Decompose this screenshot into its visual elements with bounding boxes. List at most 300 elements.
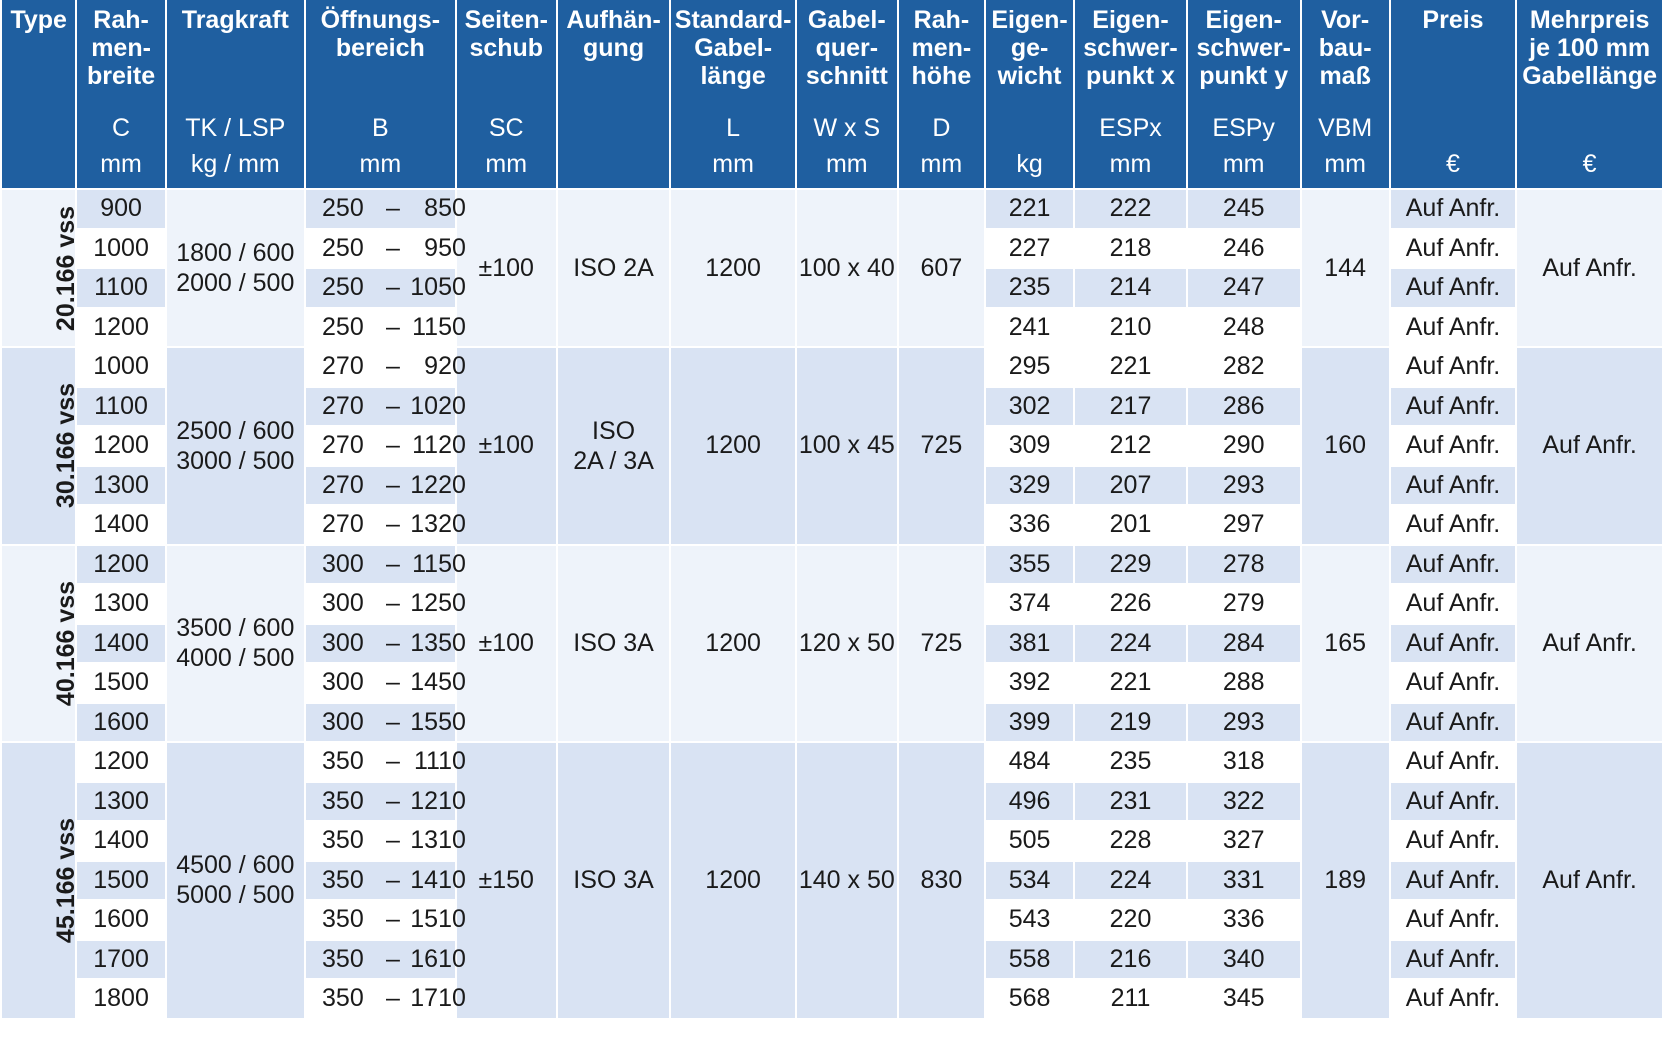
capacity-cell: [166, 742, 305, 1019]
opening-range-cell: [305, 940, 466, 980]
table-row: [1, 742, 1663, 782]
header-unit: [560, 146, 668, 182]
frame-width-cell: 1600: [76, 703, 165, 743]
cog-x-cell: 214: [1074, 268, 1187, 308]
cog-y-cell: 286: [1187, 387, 1301, 427]
surcharge-cell: Auf Anfr.: [1516, 545, 1663, 743]
capacity-value: 5000 / 500: [176, 881, 295, 910]
header-unit: kg / mm: [190, 150, 280, 178]
cog-x-cell: 235: [1074, 742, 1187, 782]
range-from: 270: [322, 470, 364, 499]
fork-section-cell: 100 x 45: [796, 347, 898, 545]
opening-range-cell: [305, 821, 466, 861]
opening-range-cell: [305, 387, 466, 427]
frame-width-cell: 900: [76, 189, 165, 229]
cog-y-cell: 318: [1187, 742, 1301, 782]
table-row: [1, 347, 1663, 387]
capacity-value: 3500 / 600: [176, 614, 295, 643]
header-symbol: [4, 110, 73, 146]
range-to: 1120: [412, 431, 466, 460]
frame-width-cell: 1800: [76, 979, 165, 1019]
cog-x-cell: 226: [1074, 584, 1187, 624]
weight-cell: 336: [985, 505, 1074, 545]
header-symbol: TK / LSP: [185, 114, 286, 142]
range-from: 250: [322, 194, 364, 223]
cog-x-cell: 222: [1074, 189, 1187, 229]
opening-range-cell: [305, 979, 466, 1019]
header-symbol: L: [726, 114, 741, 142]
range-from: 350: [322, 865, 364, 894]
price-cell: Auf Anfr.: [1390, 624, 1516, 664]
header-vbm: [1301, 0, 1390, 189]
cog-x-cell: 210: [1074, 308, 1187, 348]
header-symbol: SC: [488, 114, 524, 142]
header-unit: €: [1582, 150, 1597, 178]
range-to: 1320: [410, 510, 466, 539]
range-dash: –: [385, 984, 400, 1013]
cog-y-cell: 322: [1187, 782, 1301, 822]
cog-y-cell: 293: [1187, 466, 1301, 506]
weight-cell: 568: [985, 979, 1074, 1019]
header-ws: [796, 0, 898, 189]
table-row: [1, 189, 1663, 229]
opening-range-cell: [305, 861, 466, 901]
header-title: Tragkraft: [181, 6, 289, 34]
range-to: 1610: [410, 944, 466, 973]
capacity-value: 1800 / 600: [176, 239, 295, 267]
header-title: Mehrpreis je 100 mm Gabellänge: [1522, 6, 1657, 90]
capacity-cell: [166, 545, 305, 743]
type-name: 40.166 vss: [52, 580, 81, 706]
opening-range-cell: [305, 624, 466, 664]
sideshift-cell: ±100: [456, 347, 557, 545]
range-dash: –: [385, 826, 400, 855]
frame-width-cell: 1500: [76, 663, 165, 703]
weight-cell: 399: [985, 703, 1074, 743]
weight-cell: 374: [985, 584, 1074, 624]
range-dash: –: [385, 391, 400, 420]
fork-section-cell: 140 x 50: [796, 742, 898, 1019]
cog-x-cell: 212: [1074, 426, 1187, 466]
type-name: 30.166 vss: [52, 383, 81, 509]
header-unit: mm: [1222, 150, 1265, 178]
cog-x-cell: 231: [1074, 782, 1187, 822]
type-name: 45.166 vss: [52, 817, 81, 943]
header-unit: mm: [359, 150, 402, 178]
header-unit: mm: [1324, 150, 1366, 178]
opening-range-cell: [305, 584, 466, 624]
frame-width-cell: 1700: [76, 940, 165, 980]
fork-length-cell: 1200: [670, 545, 795, 743]
header-espy: [1187, 0, 1301, 189]
opening-range-cell: [305, 545, 466, 585]
price-cell: Auf Anfr.: [1390, 663, 1516, 703]
range-from: 250: [322, 233, 364, 262]
opening-range-cell: [305, 466, 466, 506]
weight-cell: 534: [985, 861, 1074, 901]
range-from: 270: [322, 431, 364, 460]
overhang-cell: 165: [1301, 545, 1390, 743]
range-from: 350: [322, 984, 364, 1013]
weight-cell: 241: [985, 308, 1074, 348]
capacity-value: 2000 / 500: [176, 269, 295, 297]
mounting-cell: [557, 742, 671, 1019]
capacity-value: 2500 / 600: [176, 416, 295, 445]
range-to: 920: [424, 352, 466, 381]
sideshift-cell: ±100: [456, 189, 557, 347]
opening-range-cell: [305, 703, 466, 743]
cog-x-cell: 224: [1074, 861, 1187, 901]
header-symbol: VBM: [1318, 114, 1373, 142]
range-dash: –: [385, 431, 400, 460]
cog-x-cell: 228: [1074, 821, 1187, 861]
range-dash: –: [385, 747, 400, 776]
mounting-value: ISO 3A: [573, 866, 654, 895]
cog-x-cell: 229: [1074, 545, 1187, 585]
capacity-value: 4500 / 600: [176, 851, 295, 880]
opening-range-cell: [305, 900, 466, 940]
header-tk: [166, 0, 305, 189]
price-cell: Auf Anfr.: [1390, 189, 1516, 229]
range-dash: –: [385, 786, 400, 815]
header-b: [305, 0, 456, 189]
header-l: [670, 0, 795, 189]
price-cell: Auf Anfr.: [1390, 782, 1516, 822]
price-cell: Auf Anfr.: [1390, 308, 1516, 348]
header-title: Rah- men- breite: [87, 6, 156, 90]
price-cell: Auf Anfr.: [1390, 703, 1516, 743]
opening-range-cell: [305, 189, 466, 229]
weight-cell: 295: [985, 347, 1074, 387]
mounting-cell: [557, 189, 671, 347]
fork-length-cell: 1200: [670, 189, 795, 347]
range-to: 1150: [412, 312, 466, 341]
cog-x-cell: 221: [1074, 663, 1187, 703]
surcharge-cell: Auf Anfr.: [1516, 189, 1663, 347]
range-from: 250: [322, 273, 364, 302]
surcharge-cell: Auf Anfr.: [1516, 347, 1663, 545]
cog-y-cell: 345: [1187, 979, 1301, 1019]
frame-width-cell: 1300: [76, 782, 165, 822]
header-unit: mm: [485, 150, 528, 178]
weight-cell: 309: [985, 426, 1074, 466]
overhang-cell: 189: [1301, 742, 1390, 1019]
cog-y-cell: 282: [1187, 347, 1301, 387]
cog-x-cell: 211: [1074, 979, 1187, 1019]
header-title: Öffnungs- bereich: [320, 6, 441, 62]
header-type: [1, 0, 76, 189]
price-cell: Auf Anfr.: [1390, 979, 1516, 1019]
range-to: 1050: [410, 273, 466, 302]
cog-y-cell: 290: [1187, 426, 1301, 466]
header-espx: [1074, 0, 1187, 189]
cog-y-cell: 279: [1187, 584, 1301, 624]
price-cell: Auf Anfr.: [1390, 545, 1516, 585]
table-header: [1, 0, 1663, 189]
cog-x-cell: 218: [1074, 229, 1187, 269]
range-to: 950: [424, 233, 466, 262]
header-c: [76, 0, 165, 189]
weight-cell: 505: [985, 821, 1074, 861]
range-dash: –: [385, 905, 400, 934]
range-from: 350: [322, 747, 364, 776]
range-to: 1220: [410, 470, 466, 499]
cog-y-cell: 247: [1187, 268, 1301, 308]
range-to: 850: [424, 194, 466, 223]
header-row: [1, 0, 1663, 189]
range-to: 1020: [410, 391, 466, 420]
opening-range-cell: [305, 347, 466, 387]
frame-width-cell: 1500: [76, 861, 165, 901]
range-dash: –: [385, 352, 400, 381]
mounting-value: ISO 3A: [573, 629, 654, 658]
weight-cell: 227: [985, 229, 1074, 269]
fork-section-cell: 100 x 40: [796, 189, 898, 347]
type-label: [1, 347, 81, 545]
opening-range-cell: [305, 742, 466, 782]
price-cell: Auf Anfr.: [1390, 387, 1516, 427]
header-symbol: D: [932, 114, 951, 142]
range-from: 350: [322, 826, 364, 855]
cog-x-cell: 207: [1074, 466, 1187, 506]
header-title: Type: [10, 6, 67, 34]
overhang-cell: 144: [1301, 189, 1390, 347]
opening-range-cell: [305, 663, 466, 703]
opening-range-cell: [305, 426, 466, 466]
price-cell: Auf Anfr.: [1390, 940, 1516, 980]
header-unit: mm: [920, 150, 963, 178]
price-cell: Auf Anfr.: [1390, 742, 1516, 782]
weight-cell: 543: [985, 900, 1074, 940]
cog-y-cell: 327: [1187, 821, 1301, 861]
frame-height-cell: 830: [898, 742, 985, 1019]
range-from: 300: [322, 549, 364, 578]
price-cell: Auf Anfr.: [1390, 900, 1516, 940]
header-symbol: [1519, 110, 1660, 146]
frame-width-cell: 1200: [76, 426, 165, 466]
frame-width-cell: 1100: [76, 268, 165, 308]
header-symbol: [1393, 110, 1513, 146]
header-unit: mm: [825, 150, 868, 178]
header-sc: [456, 0, 557, 189]
frame-width-cell: 1200: [76, 545, 165, 585]
header-title: Rah- men- höhe: [911, 6, 972, 90]
cog-y-cell: 284: [1187, 624, 1301, 664]
range-to: 1410: [410, 865, 466, 894]
price-cell: Auf Anfr.: [1390, 229, 1516, 269]
header-unit: mm: [100, 150, 142, 178]
cog-x-cell: 221: [1074, 347, 1187, 387]
overhang-cell: 160: [1301, 347, 1390, 545]
range-from: 300: [322, 668, 364, 697]
header-preis: [1390, 0, 1516, 189]
range-from: 270: [322, 391, 364, 420]
weight-cell: 355: [985, 545, 1074, 585]
range-dash: –: [385, 470, 400, 499]
weight-cell: 484: [985, 742, 1074, 782]
opening-range-cell: [305, 229, 466, 269]
frame-width-cell: 1100: [76, 387, 165, 427]
table-body: [1, 189, 1663, 1019]
frame-height-cell: 725: [898, 347, 985, 545]
cog-x-cell: 220: [1074, 900, 1187, 940]
header-title: Standard- Gabel- länge: [674, 6, 792, 90]
opening-range-cell: [305, 268, 466, 308]
header-symbol: B: [371, 114, 389, 142]
weight-cell: 381: [985, 624, 1074, 664]
weight-cell: 235: [985, 268, 1074, 308]
capacity-cell: [166, 189, 305, 347]
frame-width-cell: 1000: [76, 229, 165, 269]
range-from: 350: [322, 786, 364, 815]
range-from: 350: [322, 944, 364, 973]
opening-range-cell: [305, 308, 466, 348]
type-label: [1, 545, 81, 743]
range-to: 1450: [410, 668, 466, 697]
mounting-value: ISO 2A: [573, 254, 654, 282]
range-dash: –: [385, 589, 400, 618]
cog-y-cell: 248: [1187, 308, 1301, 348]
mounting-value: 2A / 3A: [573, 446, 654, 475]
cog-y-cell: 293: [1187, 703, 1301, 743]
header-symbol: [560, 110, 668, 146]
range-from: 350: [322, 905, 364, 934]
price-cell: Auf Anfr.: [1390, 821, 1516, 861]
cog-y-cell: 297: [1187, 505, 1301, 545]
header-symbol: W x S: [813, 114, 881, 142]
range-to: 1210: [410, 786, 466, 815]
header-unit: mm: [712, 150, 754, 178]
opening-range-cell: [305, 505, 466, 545]
range-to: 1250: [410, 589, 466, 618]
range-dash: –: [385, 865, 400, 894]
mounting-value: ISO: [592, 416, 636, 445]
range-to: 1150: [412, 549, 466, 578]
weight-cell: 221: [985, 189, 1074, 229]
header-unit: kg: [1016, 150, 1043, 178]
cog-x-cell: 201: [1074, 505, 1187, 545]
range-dash: –: [385, 707, 400, 736]
range-from: 270: [322, 352, 364, 381]
price-cell: Auf Anfr.: [1390, 505, 1516, 545]
cog-y-cell: 331: [1187, 861, 1301, 901]
cog-y-cell: 336: [1187, 900, 1301, 940]
header-d: [898, 0, 985, 189]
price-cell: Auf Anfr.: [1390, 268, 1516, 308]
capacity-cell: [166, 347, 305, 545]
frame-width-cell: 1400: [76, 821, 165, 861]
range-to: 1510: [410, 905, 466, 934]
range-from: 300: [322, 589, 364, 618]
range-dash: –: [385, 549, 400, 578]
cog-x-cell: 216: [1074, 940, 1187, 980]
frame-height-cell: 607: [898, 189, 985, 347]
cog-x-cell: 219: [1074, 703, 1187, 743]
range-from: 250: [322, 312, 364, 341]
header-aufh: [557, 0, 671, 189]
price-cell: Auf Anfr.: [1390, 584, 1516, 624]
range-to: 1550: [410, 707, 466, 736]
range-dash: –: [385, 233, 400, 262]
mounting-cell: [557, 347, 671, 545]
header-symbol: ESPx: [1099, 114, 1162, 142]
header-symbol: C: [112, 114, 131, 142]
capacity-value: 4000 / 500: [176, 644, 295, 673]
range-to: 1710: [410, 984, 466, 1013]
cog-x-cell: 224: [1074, 624, 1187, 664]
frame-width-cell: 1300: [76, 584, 165, 624]
header-title: Eigen- schwer- punkt y: [1196, 6, 1291, 90]
range-dash: –: [385, 944, 400, 973]
range-to: 1310: [410, 826, 466, 855]
range-from: 300: [322, 707, 364, 736]
weight-cell: 558: [985, 940, 1074, 980]
header-unit: [4, 146, 73, 182]
frame-width-cell: 1400: [76, 505, 165, 545]
cog-y-cell: 245: [1187, 189, 1301, 229]
range-from: 270: [322, 510, 364, 539]
frame-width-cell: 1200: [76, 308, 165, 348]
mounting-cell: [557, 545, 671, 743]
range-dash: –: [385, 628, 400, 657]
range-from: 300: [322, 628, 364, 657]
fork-length-cell: 1200: [670, 742, 795, 1019]
type-label: [1, 742, 81, 1019]
frame-width-cell: 1000: [76, 347, 165, 387]
price-cell: Auf Anfr.: [1390, 861, 1516, 901]
sideshift-cell: ±100: [456, 545, 557, 743]
header-title: Preis: [1422, 6, 1484, 34]
weight-cell: 392: [985, 663, 1074, 703]
weight-cell: 496: [985, 782, 1074, 822]
cog-y-cell: 288: [1187, 663, 1301, 703]
range-dash: –: [385, 510, 400, 539]
cog-y-cell: 246: [1187, 229, 1301, 269]
price-cell: Auf Anfr.: [1390, 347, 1516, 387]
opening-range-cell: [305, 782, 466, 822]
price-cell: Auf Anfr.: [1390, 426, 1516, 466]
header-symbol: [988, 110, 1071, 146]
header-title: Aufhän- gung: [566, 6, 661, 62]
header-title: Vor- bau- maß: [1318, 6, 1372, 90]
range-dash: –: [385, 668, 400, 697]
header-title: Gabel- quer- schnitt: [805, 6, 888, 90]
range-dash: –: [385, 194, 400, 223]
header-symbol: ESPy: [1212, 114, 1275, 142]
frame-width-cell: 1200: [76, 742, 165, 782]
capacity-value: 3000 / 500: [176, 446, 295, 475]
fork-length-cell: 1200: [670, 347, 795, 545]
header-unit: mm: [1109, 150, 1152, 178]
range-to: 1350: [410, 628, 466, 657]
frame-height-cell: 725: [898, 545, 985, 743]
price-cell: Auf Anfr.: [1390, 466, 1516, 506]
surcharge-cell: Auf Anfr.: [1516, 742, 1663, 1019]
weight-cell: 329: [985, 466, 1074, 506]
header-kg: [985, 0, 1074, 189]
header-unit: €: [1446, 150, 1460, 178]
range-to: 1110: [413, 747, 466, 776]
fork-section-cell: 120 x 50: [796, 545, 898, 743]
cog-y-cell: 278: [1187, 545, 1301, 585]
range-dash: –: [385, 273, 400, 302]
cog-x-cell: 217: [1074, 387, 1187, 427]
range-dash: –: [385, 312, 400, 341]
type-label: [1, 189, 81, 347]
weight-cell: 302: [985, 387, 1074, 427]
header-title: Eigen- schwer- punkt x: [1083, 6, 1178, 90]
type-name: 20.166 vss: [52, 205, 81, 331]
